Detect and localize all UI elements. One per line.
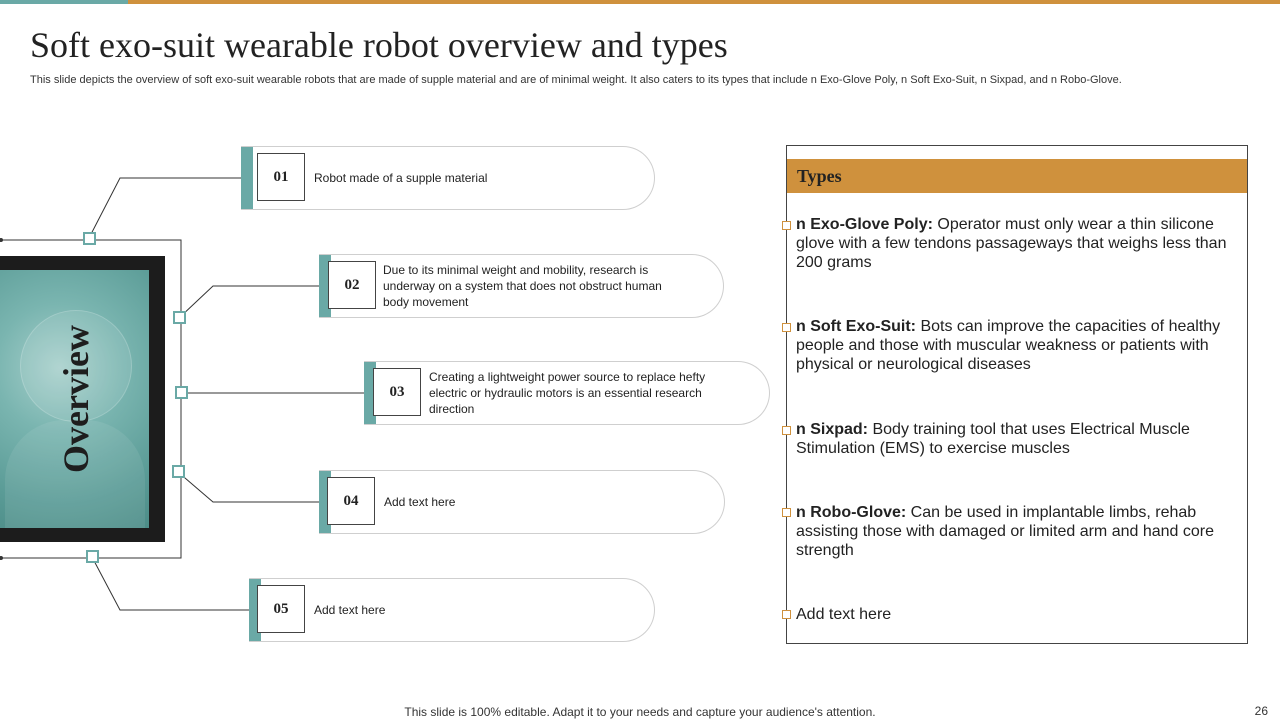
step-card-02[interactable] <box>319 254 724 318</box>
step-text[interactable]: Add text here <box>384 495 456 509</box>
type-item-placeholder[interactable] <box>796 605 1236 624</box>
type-desc: Add text here <box>796 606 892 623</box>
step-text[interactable]: Robot made of a supple material <box>314 171 488 185</box>
connector-node-02 <box>173 311 186 324</box>
type-bullet-icon <box>782 508 791 517</box>
type-bullet-icon <box>782 610 791 619</box>
step-number: 04 <box>327 477 375 525</box>
step-accent <box>241 147 253 209</box>
step-text[interactable]: Add text here <box>314 603 386 617</box>
type-desc: Operator must only wear a thin silicone glove with a few tendons passageways that weighs less than 200 grams <box>796 216 1227 271</box>
type-desc: Bots can improve the capacities of healthy people and those with muscular weakness or patients with physical or neurological diseases <box>796 318 1221 373</box>
type-name: n Robo-Glove: <box>796 504 907 521</box>
type-bullet-icon <box>782 426 791 435</box>
step-card-03[interactable] <box>364 361 770 425</box>
type-bullet-icon <box>782 221 791 230</box>
connector-node-04 <box>172 465 185 478</box>
type-item-soft-exo-suit[interactable] <box>796 317 1236 374</box>
step-number: 03 <box>373 368 421 416</box>
connector-node-03 <box>175 386 188 399</box>
type-desc: Body training tool that uses Electrical Muscle Stimulation (EMS) to exercise muscles <box>796 421 1190 457</box>
step-text[interactable]: Creating a lightweight power source to replace hefty electric or hydraulic motors is an essential research direction <box>429 370 706 416</box>
slide-subtitle[interactable]: This slide depicts the overview of soft exo-suit wearable robots that are made of supple material and are of minimal weight. It also caters to its types that include n Exo-Glove Poly, n Soft Exo-Suit, n Sixpad, and n Robo-Glove. <box>30 74 1122 86</box>
bracket-dot-bottom <box>0 556 3 560</box>
connector-line-01 <box>89 178 241 238</box>
type-item-robo-glove[interactable] <box>796 503 1236 560</box>
types-header <box>787 159 1247 193</box>
connector-node-01 <box>83 232 96 245</box>
overview-label[interactable]: Overview <box>56 325 96 473</box>
type-item-sixpad[interactable] <box>796 420 1236 458</box>
type-desc: Can be used in implantable limbs, rehab assisting those with damaged or limited arm and hand core strength <box>796 504 1214 559</box>
connector-node-05 <box>86 550 99 563</box>
slide-title[interactable]: Soft exo-suit wearable robot overview and types <box>30 25 728 65</box>
types-title[interactable]: Types <box>797 166 842 186</box>
bracket-dot-top <box>0 238 3 242</box>
connector-line-04 <box>178 472 319 502</box>
step-card-01[interactable] <box>241 146 655 210</box>
connector-line-05 <box>92 557 249 610</box>
step-number: 02 <box>328 261 376 309</box>
connector-line-02 <box>179 286 319 318</box>
slide-footer: This slide is 100% editable. Adapt it to your needs and capture your audience's attention. <box>404 705 876 719</box>
step-card-04[interactable] <box>319 470 725 534</box>
step-card-05[interactable] <box>249 578 655 642</box>
step-number: 05 <box>257 585 305 633</box>
page-number: 26 <box>1254 704 1268 718</box>
type-name: n Exo-Glove Poly: <box>796 216 933 233</box>
step-text[interactable]: Due to its minimal weight and mobility, research is underway on a system that does not obstruct human body movement <box>383 263 662 309</box>
type-item-exo-glove-poly[interactable] <box>796 215 1236 272</box>
type-name: n Sixpad: <box>796 421 869 438</box>
type-bullet-icon <box>782 323 791 332</box>
type-name: n Soft Exo-Suit: <box>796 318 916 335</box>
step-number: 01 <box>257 153 305 201</box>
